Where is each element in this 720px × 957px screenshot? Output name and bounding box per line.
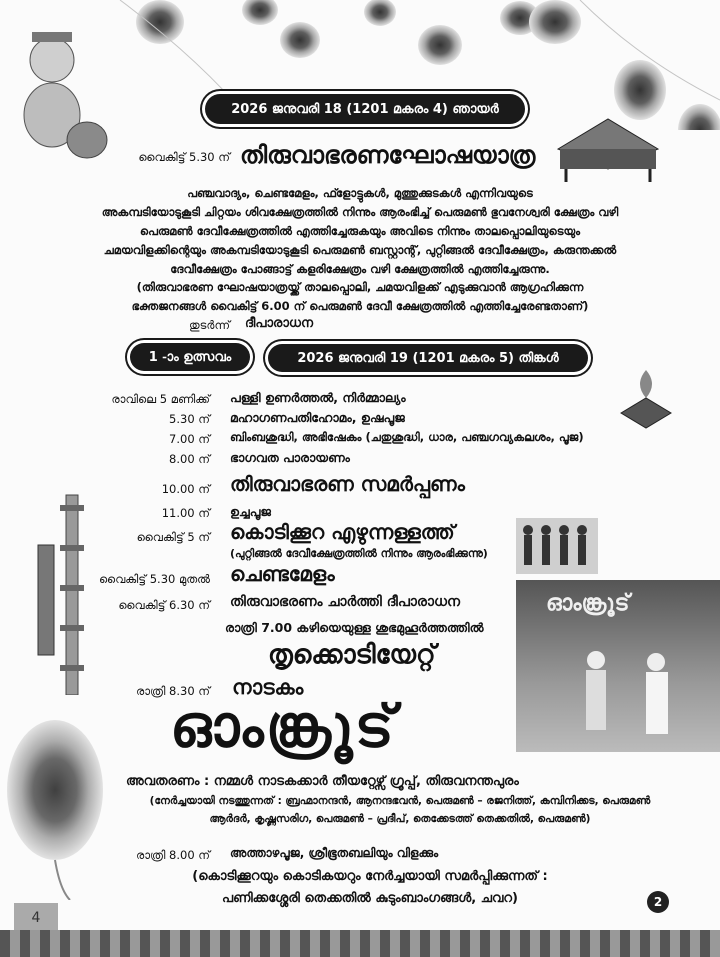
schedule-event: ബിംബശുദ്ധി, അഭിഷേകം (ചതുശുദ്ധി, ധാര, പഞ്ചഗവ്യകലശം, പൂജ) bbox=[230, 430, 584, 444]
desc-line: പെരുമൺ ദേവീക്ഷേത്രത്തിൽ എത്തിച്ചേരുകയും അവിടെ നിന്നും താലപ്പൊലിയുടെയും bbox=[139, 224, 581, 238]
procession-description bbox=[80, 184, 640, 279]
desc-line: ദേവീക്ഷേത്രം പോങ്ങാട്ട് കളരിക്ഷേത്രം വഴി ക്ഷേത്രത്തിൽ എത്തിച്ചേരുന്നു. bbox=[170, 262, 550, 276]
followed-label: തുടർന്ന് bbox=[189, 318, 230, 332]
note-line: ഭക്തജനങ്ങൾ വൈകിട്ട് 6.00 ന് പെരുമൺ ദേവീ ക്ഷേത്രത്തിൽ എത്തിച്ചേരേണ്ടതാണ്) bbox=[131, 299, 589, 313]
corner-number: 4 bbox=[14, 903, 58, 933]
kodiyettu-title: തൃക്കൊടിയേറ്റ് bbox=[268, 640, 436, 670]
desc-line: പഞ്ചവാദ്യം, ചെണ്ടമേളം, ഫ്ളോട്ടുകൾ, മുത്തുക്കുടകൾ എന്നിവയുടെ bbox=[187, 186, 533, 200]
schedule-time: 10.00 ന് bbox=[161, 482, 210, 496]
page-number-badge: 2 bbox=[647, 891, 669, 913]
date-banner-day1 bbox=[205, 94, 525, 124]
schedule-time: വൈകിട്ട് 5.30 മുതൽ bbox=[99, 572, 210, 586]
schedule-event: തിരുവാഭരണം ചാർത്തി ദീപാരാധന bbox=[230, 594, 460, 610]
baby-krishna-image bbox=[2, 20, 112, 170]
date-banner-day1-text: 2026 ജനുവരി 18 (1201 മകരം 4) ഞായർ bbox=[231, 101, 499, 117]
offering-line: (നേർച്ചയായി നടത്തുന്നത് : ബ്രഹ്മാനന്ദൻ, ആനന്ദഭവൻ, പെരുമൺ – രജനിത്ത്, കമ്പിനിക്കട, പെരുമൺ bbox=[149, 795, 651, 807]
procession-note bbox=[100, 278, 620, 316]
deeparadhana: ദീപാരാധന bbox=[245, 316, 314, 331]
sponsor-line: (കൊടിക്കൂറയും കൊടികയറും നേർച്ചയായി സമർപ്പിക്കുന്നത് : bbox=[192, 869, 548, 884]
date-banner-day2 bbox=[268, 344, 588, 372]
muhurtham-text: രാത്രി 7.00 കഴിയെയുള്ള ശുഭമുഹൂർത്തത്തിൽ bbox=[225, 620, 484, 635]
schedule-event-highlight: കൊടിക്കൂറ എഴുന്നള്ളത്ത് bbox=[230, 520, 455, 544]
palanquin-image bbox=[548, 114, 666, 184]
schedule-time: 8.00 ന് bbox=[169, 452, 210, 466]
night-event: അത്താഴപൂജ, ശ്രീഭൂതബലിയും വിളക്കും bbox=[230, 846, 439, 860]
drama-actors-silhouette bbox=[566, 640, 696, 752]
schedule-event-sub: (പുറ്റിങ്ങൽ ദേവീക്ഷേത്രത്തിൽ നിന്നും ആരംഭിക്കുന്നു) bbox=[230, 547, 488, 560]
desc-line: അകമ്പടിയോടുകൂടി ചിറ്റയം ശിവക്ഷേത്രത്തിൽ നിന്നും ആരംഭിച്ച് പെരുമൺ ഭുവനേശ്വരി ക്ഷേത്രം വഴി bbox=[101, 205, 619, 219]
schedule-event: പള്ളി ഉണർത്തൽ, നിർമ്മാല്യം bbox=[230, 390, 406, 405]
schedule-event-highlight: തിരുവാഭരണ സമർപ്പണം bbox=[230, 472, 465, 496]
presenter-text: അവതരണം : നമ്മൾ നാടകക്കാർ തീയറ്റേഴ്സ് ഗ്രൂപ്പ്, തിരുവനന്തപുരം bbox=[126, 774, 519, 789]
night-time: രാത്രി 8.00 ന് bbox=[136, 848, 210, 862]
desc-line: ചമയവിളക്കിന്റെയും അകമ്പടിയോടുകൂടി പെരുമൺ ബസ്റ്റാന്റ്, പുറ്റിങ്ങൽ ദേവീക്ഷേത്രം, കരുന്തക്കൽ bbox=[103, 243, 617, 257]
drummers-image bbox=[516, 518, 598, 574]
bottom-border bbox=[0, 930, 720, 957]
drama-poster-image bbox=[516, 580, 720, 752]
date-banner-day2-text: 2026 ജനുവരി 19 (1201 മകരം 5) തിങ്കൾ bbox=[297, 350, 559, 366]
schedule-event: ഉച്ചപൂജ bbox=[230, 504, 271, 519]
offering-line: ആർദർ, കൃഷ്ണസരിഗ, പെരുമൺ – പ്രദീപ്, തെക്കേടത്ത് തെക്കതിൽ, പെരുമൺ) bbox=[209, 813, 591, 825]
drama-poster-title: ഓംങ്ക്രൂട് bbox=[546, 590, 630, 616]
drama-time: രാത്രി 8.30 ന് bbox=[136, 684, 210, 698]
utsavam-badge bbox=[130, 343, 250, 371]
sponsor-text bbox=[120, 866, 620, 910]
event-title-procession: തിരുവാഭരണഘോഷയാത്ര bbox=[240, 140, 536, 169]
schedule-event: ഭാഗവത പാരായണം bbox=[230, 450, 350, 465]
lamp-image bbox=[616, 368, 676, 430]
schedule-time: വൈകിട്ട് 6.30 ന് bbox=[118, 598, 210, 612]
utsavam-badge-text: 1 -ാം ഉത്സവം bbox=[148, 349, 232, 365]
note-line: (തിരുവാഭരണ ഘോഷയാത്രയ്ക്ക് താലപ്പൊലി, ചമയവിളക്ക് എടുക്കുവാൻ ആഗ്രഹിക്കുന്ന bbox=[136, 280, 584, 294]
flagpole-image bbox=[30, 485, 110, 695]
schedule-event: മഹാഗണപതിഹോമം, ഉഷപൂജ bbox=[230, 410, 405, 425]
drama-label: നാടകം bbox=[232, 674, 304, 699]
schedule-time: വൈകിട്ട് 5 ന് bbox=[136, 530, 210, 544]
schedule-event-highlight: ചെണ്ടമേളം bbox=[230, 562, 335, 586]
sponsor-line: പണിക്കശ്ശേരി തെക്കതിൽ കുടുംബാംഗങ്ങൾ, ചവറ) bbox=[222, 891, 518, 906]
offering-text bbox=[100, 792, 700, 828]
schedule-time: 11.00 ന് bbox=[161, 506, 210, 520]
schedule-time: 5.30 ന് bbox=[169, 412, 210, 426]
drama-title-large: ഓംങ്ക്രൂട് bbox=[170, 692, 396, 760]
time-day1-start: വൈകിട്ട് 5.30 ന് bbox=[138, 150, 230, 164]
schedule-time: 7.00 ന് bbox=[169, 432, 210, 446]
schedule-time: രാവിലെ 5 മണിക്ക് bbox=[111, 392, 210, 406]
